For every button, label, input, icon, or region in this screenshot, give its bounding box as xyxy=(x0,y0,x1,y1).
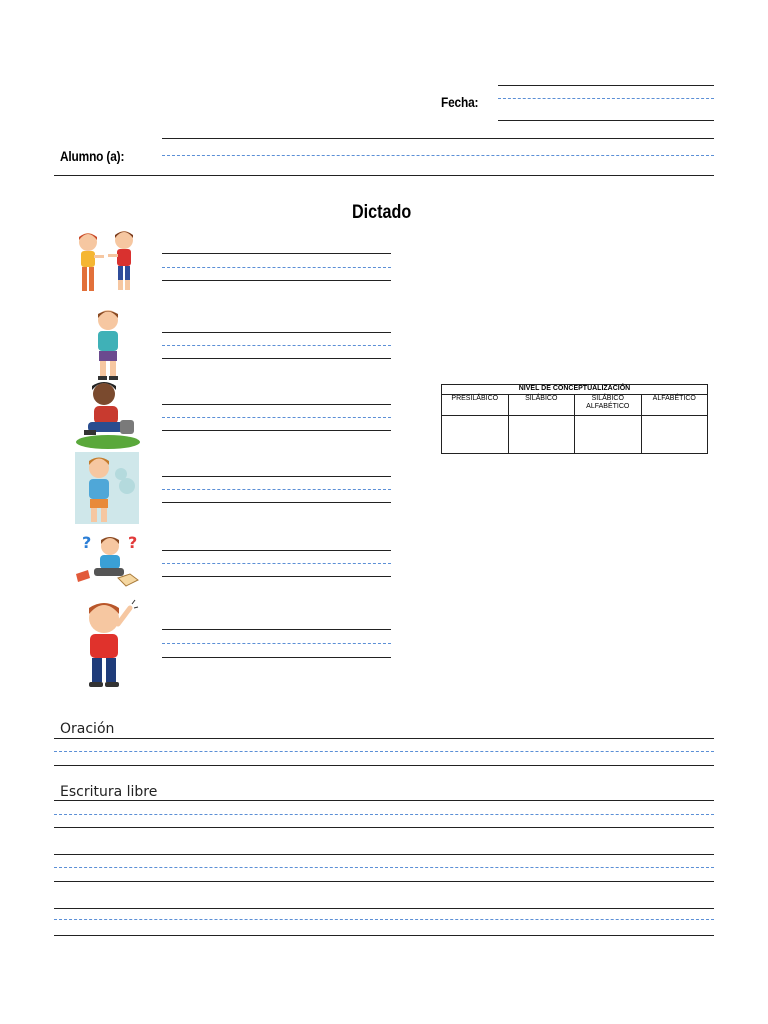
dictado-line-4-bottom xyxy=(162,502,391,503)
oracion-label: Oración xyxy=(60,721,115,737)
escritura-line-1-top xyxy=(54,800,714,801)
dictado-line-2-top xyxy=(162,332,391,333)
fecha-line-mid[interactable] xyxy=(498,98,714,99)
dictado-line-1-top xyxy=(162,253,391,254)
dictado-line-2-bottom xyxy=(162,358,391,359)
nivel-table xyxy=(441,384,708,454)
escritura-line-3-top xyxy=(54,908,714,909)
escritura-line-3-mid[interactable] xyxy=(54,919,714,920)
alumno-line-bottom xyxy=(54,175,714,176)
boy-pointing-idea-icon xyxy=(80,598,140,690)
alumno-line-top xyxy=(162,138,714,139)
fecha-line-bottom xyxy=(498,120,714,121)
boy-reading-confused-icon xyxy=(74,532,142,588)
dictado-line-1-bottom xyxy=(162,280,391,281)
nivel-cell-alfabetico[interactable] xyxy=(641,416,708,454)
escritura-line-2-mid[interactable] xyxy=(54,867,714,868)
dictado-line-4-top xyxy=(162,476,391,477)
nivel-table-title: NIVEL DE CONCEPTUALIZACIÓN xyxy=(442,385,708,395)
escritura-line-1-bottom xyxy=(54,827,714,828)
dictado-line-3-bottom xyxy=(162,430,391,431)
dictado-line-1-mid[interactable] xyxy=(162,267,391,268)
dictado-line-6-mid[interactable] xyxy=(162,643,391,644)
alumno-line-mid[interactable] xyxy=(162,155,714,156)
oracion-line-bottom xyxy=(54,765,714,766)
fecha-label: Fecha: xyxy=(441,94,479,110)
dictado-line-5-top xyxy=(162,550,391,551)
nivel-col-silabico: SILÁBICO xyxy=(508,395,575,416)
boy-thinking-sitting-icon xyxy=(74,380,142,450)
page-title: Dictado xyxy=(352,202,412,223)
svg-text:?: ? xyxy=(128,533,138,552)
nivel-col-silabico-alfabetico: SILÁBICO ALFABÉTICO xyxy=(575,395,642,416)
nivel-cell-silabico-alfabetico[interactable] xyxy=(575,416,642,454)
escritura-line-2-top xyxy=(54,854,714,855)
escritura-line-3-bottom xyxy=(54,935,714,936)
dictado-line-6-top xyxy=(162,629,391,630)
fecha-line-top xyxy=(498,85,714,86)
escritura-line-1-mid[interactable] xyxy=(54,814,714,815)
nivel-cell-presilabico[interactable] xyxy=(442,416,509,454)
dictado-line-3-mid[interactable] xyxy=(162,417,391,418)
nivel-col-alfabetico: ALFABÉTICO xyxy=(641,395,708,416)
alumno-label: Alumno (a): xyxy=(60,148,125,164)
two-boys-talking-icon xyxy=(74,228,142,296)
oracion-line-mid[interactable] xyxy=(54,751,714,752)
svg-text:?: ? xyxy=(82,533,92,552)
nivel-cell-silabico[interactable] xyxy=(508,416,575,454)
dictado-line-5-mid[interactable] xyxy=(162,563,391,564)
boy-standing-icon xyxy=(90,308,126,382)
escritura-line-2-bottom xyxy=(54,881,714,882)
oracion-line-top xyxy=(54,738,714,739)
escritura-label: Escritura libre xyxy=(60,784,158,800)
dictado-line-2-mid[interactable] xyxy=(162,345,391,346)
dictado-line-5-bottom xyxy=(162,576,391,577)
boy-wondering-icon xyxy=(75,452,139,524)
dictado-line-4-mid[interactable] xyxy=(162,489,391,490)
dictado-line-3-top xyxy=(162,404,391,405)
dictado-line-6-bottom xyxy=(162,657,391,658)
nivel-col-presilabico: PRESILÁBICO xyxy=(442,395,509,416)
